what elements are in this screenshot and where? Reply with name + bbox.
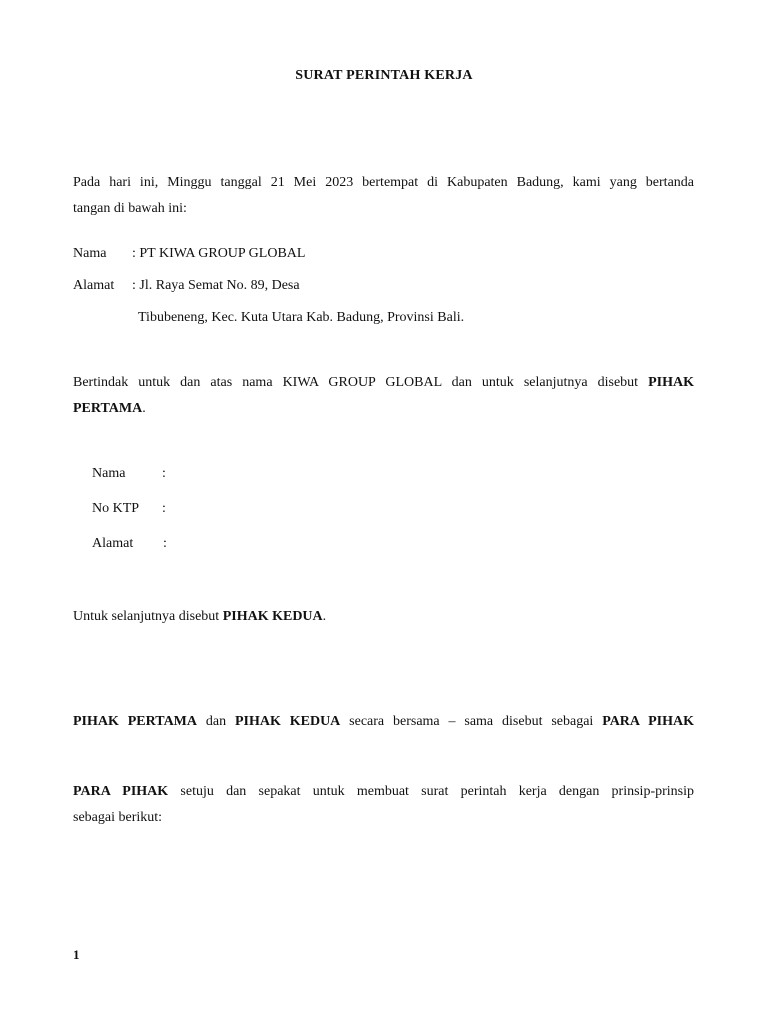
together-line (73, 709, 694, 735)
agreement-line-1-text: setuju dan sepakat untuk membuat surat perintah kerja dengan prinsip-prinsip (180, 784, 694, 799)
together-text-1: dan (205, 714, 227, 729)
second-party-ktp-label: No KTP (92, 501, 140, 516)
second-party-address-label: Alamat (92, 536, 134, 551)
agreement-line-2: sebagai berikut: (73, 810, 163, 825)
second-party-name-label: Nama (92, 466, 126, 481)
second-party-ref-bold: PIHAK KEDUA (222, 609, 323, 624)
intro-line-1: Pada hari ini, Minggu tanggal 21 Mei 2023 bertempat di Kabupaten Badung, kami yang bertanda (73, 175, 694, 190)
agreement-bold: PARA PIHAK (73, 784, 169, 799)
acting-line-1-text: Bertindak untuk dan atas nama KIWA GROUP GLOBAL dan untuk selanjutnya disebut (73, 375, 639, 390)
second-party-address-colon: : (163, 536, 167, 551)
acting-line-1 (73, 370, 694, 396)
second-party-ref (73, 604, 694, 630)
first-party-address-label: Alamat (73, 278, 115, 293)
agreement-line-1 (73, 779, 694, 805)
first-party-name-label: Nama (73, 246, 107, 261)
second-party-ref-end: . (322, 609, 327, 624)
acting-line-2 (73, 396, 694, 422)
first-party-address-value-2: Tibubeneng, Kec. Kuta Utara Kab. Badung, Provinsi Bali. (138, 310, 465, 325)
second-party-ktp-colon: : (162, 501, 166, 516)
together-bold-1: PIHAK PERTAMA (73, 714, 197, 729)
acting-line-2-end: . (142, 401, 146, 416)
together-bold-3: PARA PIHAK (602, 714, 695, 729)
page-number: 1 (73, 947, 80, 962)
document-title: SURAT PERINTAH KERJA (295, 68, 473, 83)
first-party-address-value-1: : Jl. Raya Semat No. 89, Desa (132, 278, 300, 293)
together-bold-2: PIHAK KEDUA (234, 714, 341, 729)
acting-line-1-bold: PIHAK (648, 375, 694, 390)
acting-line-2-bold: PERTAMA (73, 401, 143, 416)
second-party-name-colon: : (162, 466, 166, 481)
second-party-ref-text: Untuk selanjutnya disebut (73, 609, 220, 624)
intro-line-2: tangan di bawah ini: (73, 201, 187, 216)
first-party-name-value: : PT KIWA GROUP GLOBAL (132, 246, 306, 261)
together-text-2: secara bersama – sama disebut sebagai (349, 714, 594, 729)
